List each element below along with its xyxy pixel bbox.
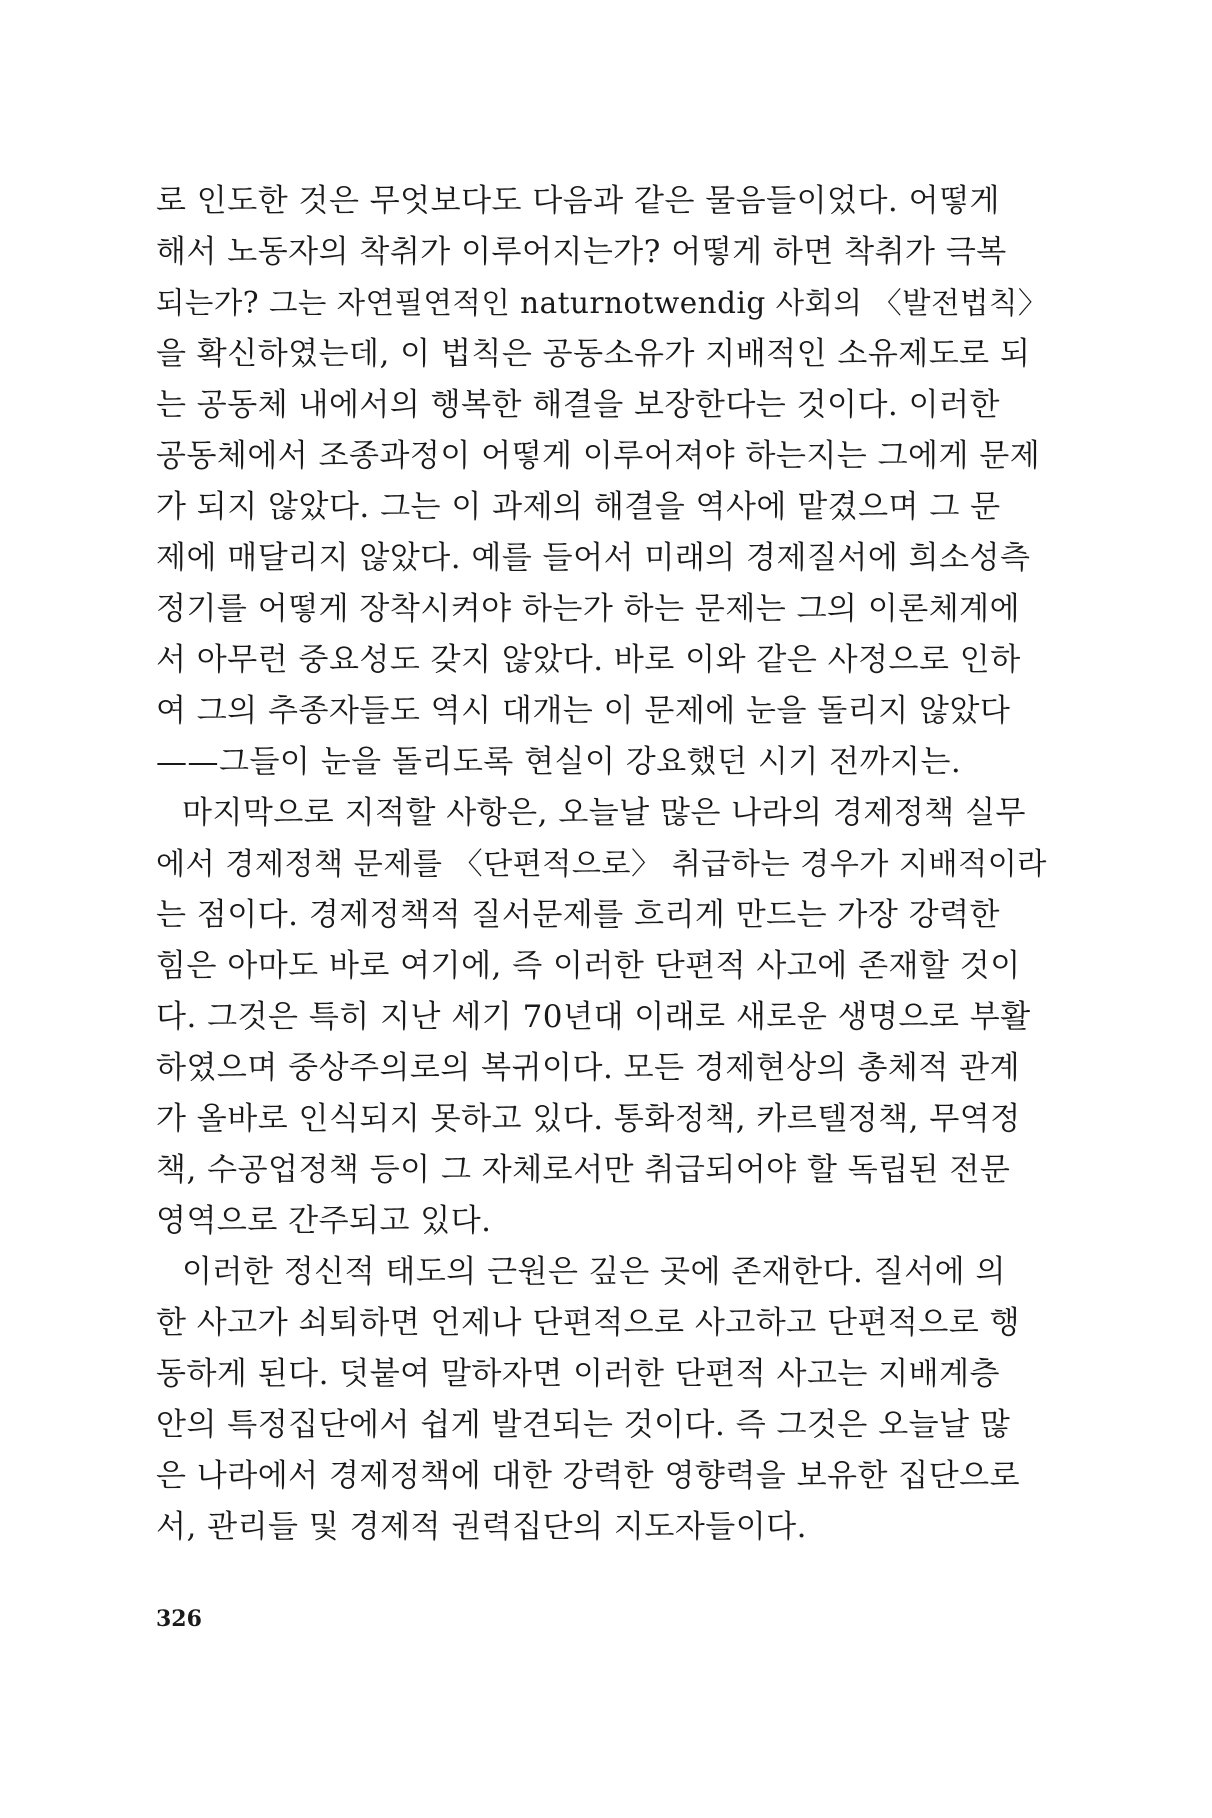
text-line: 해서 노동자의 착취가 이루어지는가? 어떻게 하면 착취가 극복 — [156, 234, 1007, 270]
text-line: 하였으며 중상주의로의 복귀이다. 모든 경제현상의 총체적 관계 — [156, 1050, 1021, 1086]
text-line: 로 인도한 것은 무엇보다도 다음과 같은 물음들이었다. 어떻게 — [156, 183, 1000, 219]
text-line: 정기를 어떻게 장착시켜야 하는가 하는 문제는 그의 이론체계에 — [156, 591, 1021, 627]
text-line: 는 공동체 내에서의 행복한 해결을 보장한다는 것이다. 이러한 — [156, 387, 1000, 423]
text-line: 영역으로 간주되고 있다. — [156, 1203, 492, 1239]
body-text — [156, 176, 1056, 1553]
text-line: 서 아무런 중요성도 갖지 않았다. 바로 이와 같은 사정으로 인하 — [156, 642, 1021, 678]
text-line: 는 점이다. 경제정책적 질서문제를 흐리게 만드는 가장 강력한 — [156, 897, 1000, 933]
text-line: 을 확신하였는데, 이 법칙은 공동소유가 지배적인 소유제도로 되 — [156, 336, 1031, 372]
paragraph-start-line: 마지막으로 지적할 사항은, 오늘날 많은 나라의 경제정책 실무 — [182, 795, 1026, 831]
text-line: 한 사고가 쇠퇴하면 언제나 단편적으로 사고하고 단편적으로 행 — [156, 1305, 1021, 1341]
text-line: 가 되지 않았다. 그는 이 과제의 해결을 역사에 맡겼으며 그 문 — [156, 489, 1001, 525]
text-line: 힘은 아마도 바로 여기에, 즉 이러한 단편적 사고에 존재할 것이 — [156, 948, 1021, 984]
text-line: 제에 매달리지 않았다. 예를 들어서 미래의 경제질서에 희소성측 — [156, 540, 1031, 576]
text-line: 은 나라에서 경제정책에 대한 강력한 영향력을 보유한 집단으로 — [156, 1458, 1021, 1494]
text-line: 책, 수공업정책 등이 그 자체로서만 취급되어야 할 독립된 전문 — [156, 1152, 1011, 1188]
text-line: 여 그의 추종자들도 역시 대개는 이 문제에 눈을 돌리지 않았다 — [156, 693, 1011, 729]
text-line: 되는가? 그는 자연필연적인 naturnotwendig 사회의 〈발전법칙〉 — [156, 286, 1048, 320]
text-line: 서, 관리들 및 경제적 권력집단의 지도자들이다. — [156, 1509, 807, 1545]
text-line: 가 올바로 인식되지 못하고 있다. 통화정책, 카르텔정책, 무역정 — [156, 1101, 1021, 1137]
text-line: 동하게 된다. 덧붙여 말하자면 이러한 단편적 사고는 지배계층 — [156, 1356, 1000, 1392]
text-line: 공동체에서 조종과정이 어떻게 이루어져야 하는지는 그에게 문제 — [156, 438, 1041, 474]
text-line: 에서 경제정책 문제를 〈단편적으로〉 취급하는 경우가 지배적이라 — [156, 847, 1047, 882]
page-number: 326 — [156, 1606, 202, 1632]
text-line: 안의 특정집단에서 쉽게 발견되는 것이다. 즉 그것은 오늘날 많 — [156, 1407, 1011, 1443]
text-line: ——그들이 눈을 돌리도록 현실이 강요했던 시기 전까지는. — [156, 744, 962, 780]
text-line: 다. 그것은 특히 지난 세기 70년대 이래로 새로운 생명으로 부활 — [156, 999, 1031, 1035]
paragraph-start-line: 이러한 정신적 태도의 근원은 깊은 곳에 존재한다. 질서에 의 — [182, 1254, 1006, 1290]
